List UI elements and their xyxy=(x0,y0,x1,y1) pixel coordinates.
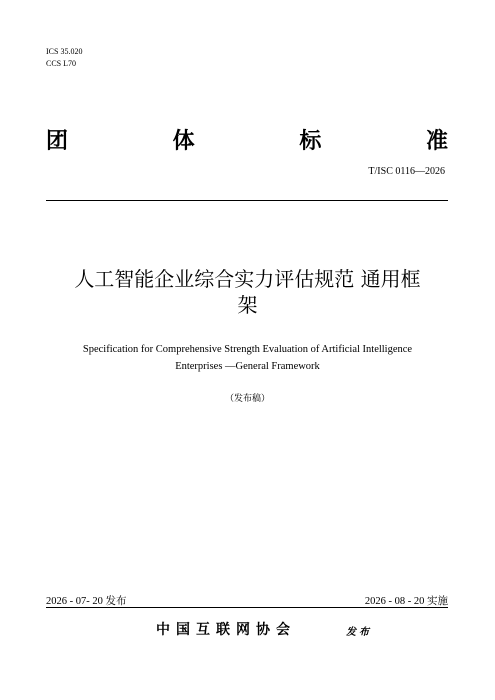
ccs-code: CCS L70 xyxy=(46,59,77,68)
top-divider xyxy=(46,200,448,201)
title-chinese-line: 人工智能企业综合实力评估规范 通用框 xyxy=(74,267,421,291)
standard-type-char: 标 xyxy=(299,129,322,154)
classification-codes xyxy=(46,46,82,70)
standard-type-char: 团 xyxy=(46,129,69,154)
standard-number: T/ISC 0116—2026 xyxy=(368,166,445,177)
draft-status: （发布稿） xyxy=(224,394,270,404)
title-chinese xyxy=(55,266,440,318)
standard-type-char: 体 xyxy=(172,129,195,154)
title-english-line: Specification for Comprehensive Strength Evaluation of Artificial Intelligence xyxy=(82,344,413,355)
ics-code: ICS 35.020 xyxy=(46,47,83,56)
implement-date: 2026 - 08 - 20 实施 xyxy=(364,596,448,607)
publish-date: 2026 - 07- 20 发布 xyxy=(46,596,127,607)
standard-type-char: 准 xyxy=(425,129,448,154)
issuer-name: 中国互联网协会 xyxy=(156,622,296,638)
title-chinese-line: 架 xyxy=(237,293,258,317)
standard-type xyxy=(46,124,448,155)
issue-label: 发布 xyxy=(346,627,372,638)
bottom-divider xyxy=(46,607,448,608)
title-english-line: Enterprises —General Framework xyxy=(175,361,320,372)
title-english xyxy=(40,341,455,375)
